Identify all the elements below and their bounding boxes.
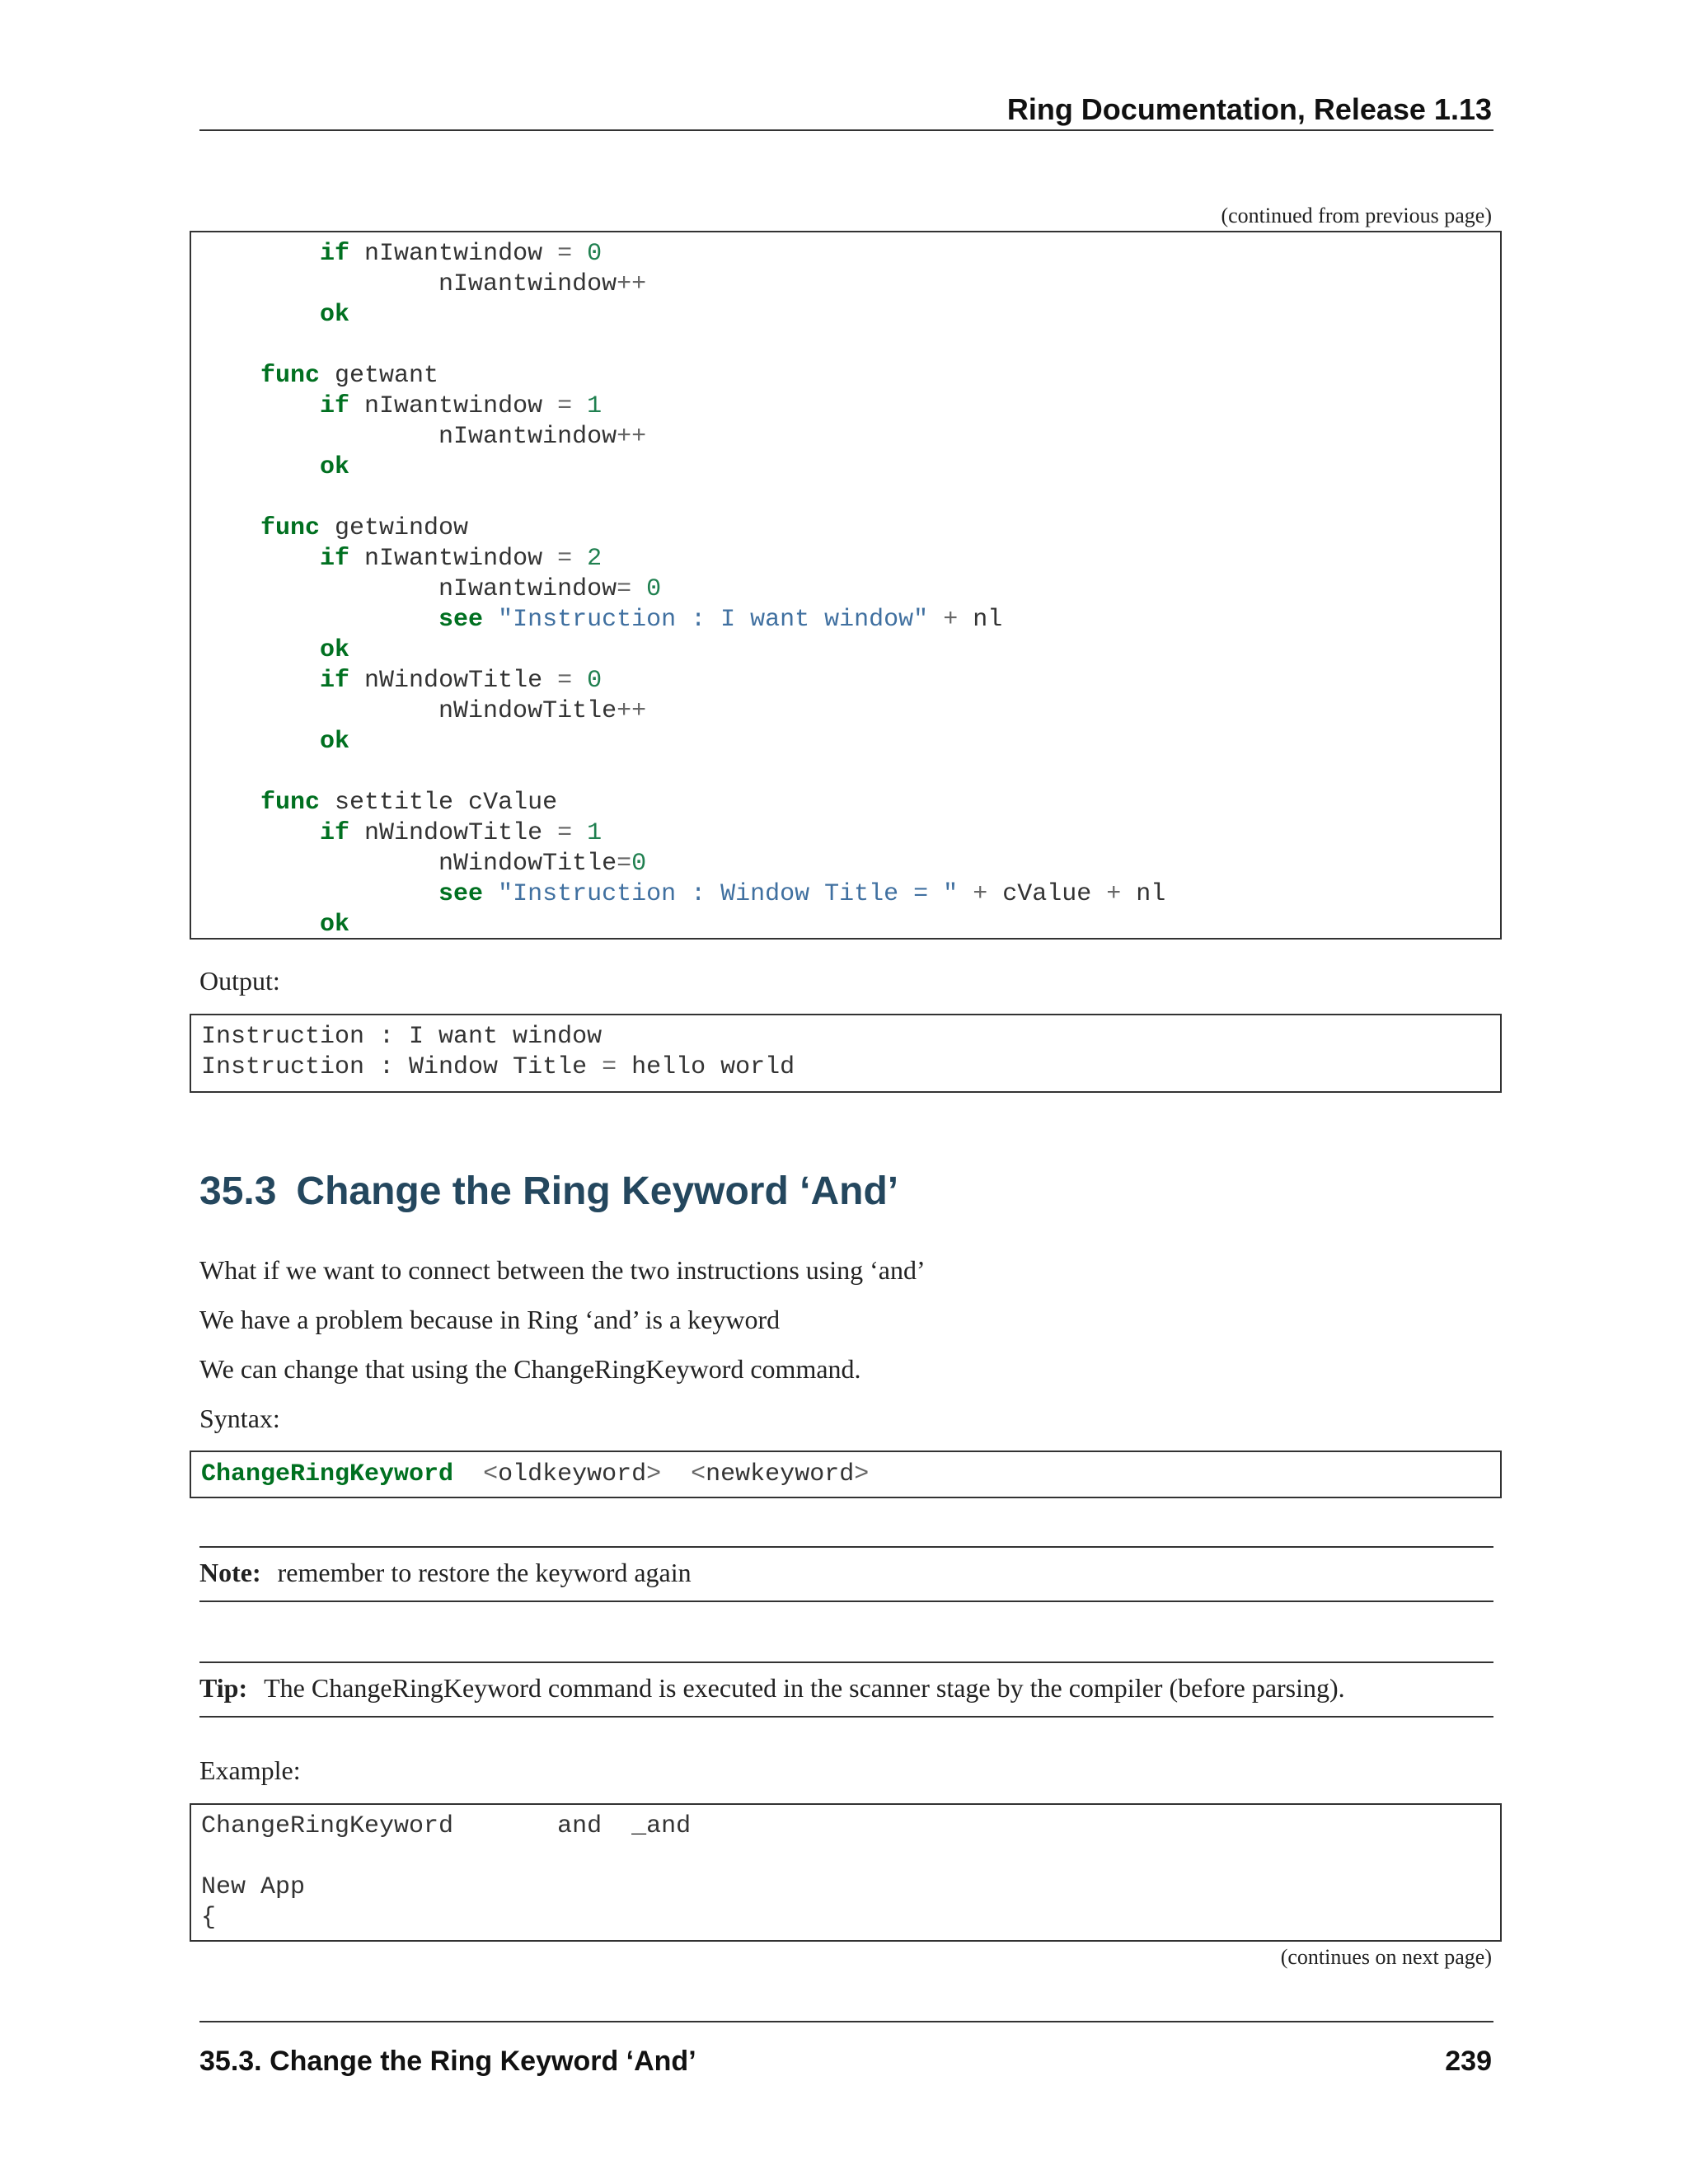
output-listing: Instruction : I want window Instruction : Window Title = hello world [201, 1023, 795, 1081]
note-text: remember to restore the keyword again [277, 1558, 692, 1587]
code-token: "Instruction : I want window" [498, 606, 929, 634]
code-token: 0 [646, 575, 662, 603]
code-token: ok [320, 911, 350, 939]
tip-text: The ChangeRingKeyword command is executed in the scanner stage by the compiler (before parsing). [264, 1673, 1345, 1703]
code-token: 0 [631, 850, 647, 878]
syntax-block [190, 1451, 1502, 1498]
code-token: = [557, 240, 573, 268]
continued-from-note: (continued from previous page) [1221, 204, 1492, 227]
example-label: Example: [199, 1755, 301, 1785]
section-title-text: Change the Ring Keyword ‘And’ [296, 1169, 899, 1213]
code-token: > [854, 1460, 870, 1488]
code-token: 0 [587, 240, 603, 268]
section-heading [199, 1169, 898, 1214]
note-label: Note: [199, 1558, 261, 1587]
header-rule [199, 129, 1493, 131]
note-admonition [199, 1546, 1493, 1602]
code-token: if [320, 819, 350, 847]
code-listing: if nIwantwindow = 0 nIwantwindow++ ok func getwant if nIwantwindow = 1 nIwantwindow++ ok func getwindow if nIwantwindow = 2 nIwantwindow= 0 see "Instruction : I want window" + nl ok if nWindowTitle = 0 nWindowTitle++ ok func settitle cValue if nWindowTitle = 1 nWindowTitle=0 see "Instruction : Window Title = " + cValue + nl ok [260, 240, 1166, 939]
paragraph-1: What if we want to connect between the two instructions using ‘and’ [199, 1255, 926, 1285]
paragraph-2: We have a problem because in Ring ‘and’ is a keyword [199, 1305, 781, 1334]
code-token: ++ [617, 423, 647, 451]
page-number: 239 [1445, 2046, 1492, 2077]
code-token: see [438, 606, 484, 634]
code-token: func [260, 789, 321, 817]
code-token: ok [320, 728, 350, 756]
code-token: func [260, 514, 321, 542]
footer-section: 35.3. Change the Ring Keyword ‘And’ [199, 2046, 696, 2077]
code-token: = [617, 575, 632, 603]
code-token: ChangeRingKeyword [201, 1460, 454, 1488]
code-token: if [320, 667, 350, 695]
example-block [190, 1803, 1502, 1942]
code-token: "Instruction : Window Title = " [498, 880, 959, 908]
example-listing: ChangeRingKeyword and _and New App { [201, 1812, 692, 1932]
code-token: 0 [587, 667, 603, 695]
code-token: + [973, 880, 988, 908]
continues-on-note: (continues on next page) [1280, 1945, 1492, 1969]
code-token: + [1106, 880, 1122, 908]
section-number: 35.3 [199, 1169, 277, 1213]
running-header: Ring Documentation, Release 1.13 [1006, 92, 1492, 126]
syntax-listing: ChangeRingKeyword <oldkeyword> <newkeyword> [201, 1460, 870, 1488]
code-token: if [320, 392, 350, 420]
code-token: ok [320, 453, 350, 481]
code-token: ++ [617, 697, 647, 725]
code-token: < [483, 1460, 499, 1488]
code-token: + [943, 606, 959, 634]
code-token: = [557, 819, 573, 847]
code-token: = [557, 667, 573, 695]
syntax-label: Syntax: [199, 1404, 280, 1433]
code-token: see [438, 880, 484, 908]
code-token: if [320, 545, 350, 573]
code-token: 1 [587, 392, 603, 420]
code-token: if [320, 240, 350, 268]
code-token: > [646, 1460, 662, 1488]
code-token: ok [320, 301, 350, 329]
code-token: 1 [587, 819, 603, 847]
code-token: = [557, 392, 573, 420]
tip-label: Tip: [199, 1673, 248, 1703]
code-token: = [602, 1053, 617, 1081]
code-token: func [260, 362, 321, 390]
tip-admonition [199, 1661, 1493, 1718]
code-block-continued [190, 231, 1502, 940]
output-block [190, 1014, 1502, 1093]
code-token: 2 [587, 545, 603, 573]
code-token: ok [320, 636, 350, 664]
footer-rule [199, 2021, 1493, 2022]
code-token: = [617, 850, 632, 878]
output-label: Output: [199, 966, 280, 996]
code-token: < [691, 1460, 706, 1488]
paragraph-3: We can change that using the ChangeRingKeyword command. [199, 1354, 861, 1384]
code-token: = [557, 545, 573, 573]
code-token: ++ [617, 270, 647, 298]
